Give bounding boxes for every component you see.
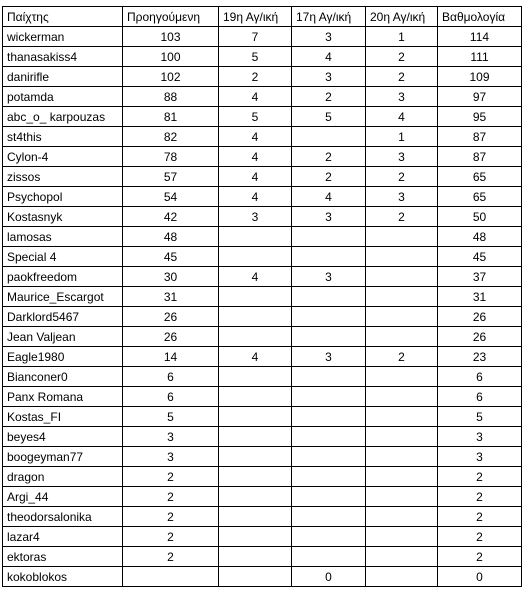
- total-cell[interactable]: 87: [438, 147, 522, 167]
- round-17-cell[interactable]: [292, 447, 366, 467]
- player-name-cell[interactable]: Kostas_FI: [3, 407, 123, 427]
- previous-cell[interactable]: 3: [123, 427, 219, 447]
- player-name-cell[interactable]: beyes4: [3, 427, 123, 447]
- table-row: [3, 547, 522, 567]
- previous-cell[interactable]: 45: [123, 247, 219, 267]
- round-20-cell[interactable]: [366, 307, 438, 327]
- round-17-cell[interactable]: 3: [292, 267, 366, 287]
- round-19-cell[interactable]: 4: [219, 147, 292, 167]
- total-cell[interactable]: 2: [438, 487, 522, 507]
- table-row: [3, 267, 522, 287]
- previous-cell[interactable]: 82: [123, 127, 219, 147]
- round-19-cell[interactable]: [219, 447, 292, 467]
- round-19-cell[interactable]: [219, 547, 292, 567]
- round-19-cell[interactable]: 2: [219, 67, 292, 87]
- player-name-cell[interactable]: paokfreedom: [3, 267, 123, 287]
- round-17-cell[interactable]: [292, 247, 366, 267]
- player-name-cell[interactable]: Argi_44: [3, 487, 123, 507]
- player-name-cell[interactable]: kokoblokos: [3, 567, 123, 587]
- table-row: [3, 367, 522, 387]
- round-17-cell[interactable]: [292, 507, 366, 527]
- round-19-cell[interactable]: [219, 507, 292, 527]
- round-20-cell[interactable]: 2: [366, 207, 438, 227]
- total-cell[interactable]: 114: [438, 27, 522, 47]
- table-row: [3, 407, 522, 427]
- header-round-20[interactable]: 20η Αγ/ική: [366, 7, 438, 27]
- round-19-cell[interactable]: [219, 487, 292, 507]
- round-19-cell[interactable]: [219, 407, 292, 427]
- table-row: [3, 287, 522, 307]
- previous-cell[interactable]: 57: [123, 167, 219, 187]
- table-row: [3, 127, 522, 147]
- round-19-cell[interactable]: 4: [219, 167, 292, 187]
- player-name-cell[interactable]: Bianconer0: [3, 367, 123, 387]
- table-row: [3, 167, 522, 187]
- round-19-cell[interactable]: 4: [219, 187, 292, 207]
- player-name-cell[interactable]: Special 4: [3, 247, 123, 267]
- previous-cell[interactable]: 2: [123, 527, 219, 547]
- total-cell[interactable]: 2: [438, 527, 522, 547]
- round-20-cell[interactable]: [366, 427, 438, 447]
- table-row: [3, 27, 522, 47]
- player-name-cell[interactable]: boogeyman77: [3, 447, 123, 467]
- round-17-cell[interactable]: [292, 127, 366, 147]
- round-20-cell[interactable]: [366, 407, 438, 427]
- total-cell[interactable]: 2: [438, 547, 522, 567]
- previous-cell[interactable]: 26: [123, 327, 219, 347]
- round-20-cell[interactable]: 2: [366, 47, 438, 67]
- round-17-cell[interactable]: [292, 367, 366, 387]
- round-17-cell[interactable]: 2: [292, 147, 366, 167]
- total-cell[interactable]: 87: [438, 127, 522, 147]
- previous-cell[interactable]: 78: [123, 147, 219, 167]
- round-19-cell[interactable]: 4: [219, 87, 292, 107]
- previous-cell[interactable]: 31: [123, 287, 219, 307]
- total-cell[interactable]: 50: [438, 207, 522, 227]
- player-name-cell[interactable]: potamda: [3, 87, 123, 107]
- total-cell[interactable]: 37: [438, 267, 522, 287]
- round-17-cell[interactable]: [292, 307, 366, 327]
- round-17-cell[interactable]: [292, 487, 366, 507]
- round-20-cell[interactable]: [366, 467, 438, 487]
- round-19-cell[interactable]: 7: [219, 27, 292, 47]
- table-row: [3, 147, 522, 167]
- total-cell[interactable]: 31: [438, 287, 522, 307]
- total-cell[interactable]: 6: [438, 387, 522, 407]
- round-20-cell[interactable]: [366, 507, 438, 527]
- table-header: [3, 7, 522, 27]
- table-row: [3, 387, 522, 407]
- previous-cell[interactable]: 14: [123, 347, 219, 367]
- round-20-cell[interactable]: [366, 267, 438, 287]
- round-20-cell[interactable]: [366, 547, 438, 567]
- previous-cell[interactable]: 2: [123, 547, 219, 567]
- table-row: [3, 527, 522, 547]
- previous-cell[interactable]: 48: [123, 227, 219, 247]
- standings-table: [2, 6, 522, 587]
- table-row: [3, 87, 522, 107]
- header-player[interactable]: Παίχτης: [3, 7, 123, 27]
- round-17-cell[interactable]: [292, 527, 366, 547]
- round-17-cell[interactable]: 4: [292, 187, 366, 207]
- player-name-cell[interactable]: abc_o_ karpouzas: [3, 107, 123, 127]
- round-19-cell[interactable]: 4: [219, 267, 292, 287]
- previous-cell[interactable]: 6: [123, 387, 219, 407]
- previous-cell[interactable]: 3: [123, 447, 219, 467]
- round-19-cell[interactable]: [219, 567, 292, 587]
- round-17-cell[interactable]: 3: [292, 27, 366, 47]
- table-row: [3, 207, 522, 227]
- previous-cell[interactable]: 54: [123, 187, 219, 207]
- previous-cell[interactable]: 26: [123, 307, 219, 327]
- table-row: [3, 447, 522, 467]
- round-17-cell[interactable]: [292, 327, 366, 347]
- total-cell[interactable]: 65: [438, 187, 522, 207]
- table-row: [3, 507, 522, 527]
- previous-cell[interactable]: 30: [123, 267, 219, 287]
- table-row: [3, 227, 522, 247]
- previous-cell[interactable]: 2: [123, 507, 219, 527]
- player-name-cell[interactable]: Cylon-4: [3, 147, 123, 167]
- round-17-cell[interactable]: 4: [292, 47, 366, 67]
- table-row: [3, 487, 522, 507]
- total-cell[interactable]: 65: [438, 167, 522, 187]
- player-name-cell[interactable]: Psychopol: [3, 187, 123, 207]
- player-name-cell[interactable]: dragon: [3, 467, 123, 487]
- player-name-cell[interactable]: Kostasnyk: [3, 207, 123, 227]
- table-row: [3, 347, 522, 367]
- round-17-cell[interactable]: 2: [292, 167, 366, 187]
- total-cell[interactable]: 26: [438, 327, 522, 347]
- round-20-cell[interactable]: [366, 447, 438, 467]
- table-row: [3, 567, 522, 587]
- round-19-cell[interactable]: [219, 387, 292, 407]
- round-17-cell[interactable]: [292, 387, 366, 407]
- round-20-cell[interactable]: [366, 247, 438, 267]
- header-round-17[interactable]: 17η Αγ/ική: [292, 7, 366, 27]
- total-cell[interactable]: 3: [438, 427, 522, 447]
- round-20-cell[interactable]: 3: [366, 187, 438, 207]
- table-row: [3, 307, 522, 327]
- player-name-cell[interactable]: Maurice_Escargot: [3, 287, 123, 307]
- round-19-cell[interactable]: [219, 247, 292, 267]
- round-19-cell[interactable]: 5: [219, 47, 292, 67]
- player-name-cell[interactable]: Eagle1980: [3, 347, 123, 367]
- total-cell[interactable]: 6: [438, 367, 522, 387]
- player-name-cell[interactable]: Darklord5467: [3, 307, 123, 327]
- round-19-cell[interactable]: [219, 227, 292, 247]
- round-20-cell[interactable]: 2: [366, 347, 438, 367]
- round-20-cell[interactable]: [366, 327, 438, 347]
- round-20-cell[interactable]: 1: [366, 127, 438, 147]
- player-name-cell[interactable]: Jean Valjean: [3, 327, 123, 347]
- total-cell[interactable]: 97: [438, 87, 522, 107]
- round-19-cell[interactable]: [219, 527, 292, 547]
- round-19-cell[interactable]: 3: [219, 207, 292, 227]
- previous-cell[interactable]: 100: [123, 47, 219, 67]
- previous-cell[interactable]: 2: [123, 467, 219, 487]
- total-cell[interactable]: 0: [438, 567, 522, 587]
- round-19-cell[interactable]: 4: [219, 347, 292, 367]
- round-20-cell[interactable]: 4: [366, 107, 438, 127]
- round-19-cell[interactable]: [219, 327, 292, 347]
- table-row: [3, 187, 522, 207]
- round-17-cell[interactable]: 3: [292, 347, 366, 367]
- round-19-cell[interactable]: 5: [219, 107, 292, 127]
- round-17-cell[interactable]: 0: [292, 567, 366, 587]
- total-cell[interactable]: 109: [438, 67, 522, 87]
- round-20-cell[interactable]: 3: [366, 87, 438, 107]
- table-body: [3, 27, 522, 587]
- total-cell[interactable]: 48: [438, 227, 522, 247]
- round-19-cell[interactable]: [219, 287, 292, 307]
- previous-cell[interactable]: 81: [123, 107, 219, 127]
- player-name-cell[interactable]: Panx Romana: [3, 387, 123, 407]
- total-cell[interactable]: 95: [438, 107, 522, 127]
- player-name-cell[interactable]: danirifle: [3, 67, 123, 87]
- player-name-cell[interactable]: theodorsalonika: [3, 507, 123, 527]
- round-17-cell[interactable]: [292, 407, 366, 427]
- table-row: [3, 247, 522, 267]
- player-name-cell[interactable]: lazar4: [3, 527, 123, 547]
- round-20-cell[interactable]: [366, 487, 438, 507]
- total-cell[interactable]: 2: [438, 467, 522, 487]
- table-row: [3, 467, 522, 487]
- round-20-cell[interactable]: 2: [366, 167, 438, 187]
- previous-cell[interactable]: 88: [123, 87, 219, 107]
- previous-cell[interactable]: [123, 567, 219, 587]
- header-previous[interactable]: Προηγούμενη: [123, 7, 219, 27]
- round-20-cell[interactable]: 3: [366, 147, 438, 167]
- player-name-cell[interactable]: lamosas: [3, 227, 123, 247]
- round-20-cell[interactable]: [366, 367, 438, 387]
- table-row: [3, 47, 522, 67]
- round-17-cell[interactable]: [292, 547, 366, 567]
- round-17-cell[interactable]: [292, 287, 366, 307]
- total-cell[interactable]: 23: [438, 347, 522, 367]
- previous-cell[interactable]: 2: [123, 487, 219, 507]
- round-17-cell[interactable]: 3: [292, 67, 366, 87]
- round-17-cell[interactable]: 3: [292, 207, 366, 227]
- round-19-cell[interactable]: [219, 307, 292, 327]
- total-cell[interactable]: 26: [438, 307, 522, 327]
- total-cell[interactable]: 45: [438, 247, 522, 267]
- round-20-cell[interactable]: [366, 287, 438, 307]
- round-20-cell[interactable]: [366, 527, 438, 547]
- previous-cell[interactable]: 42: [123, 207, 219, 227]
- round-20-cell[interactable]: [366, 567, 438, 587]
- round-20-cell[interactable]: 1: [366, 27, 438, 47]
- round-20-cell[interactable]: 2: [366, 67, 438, 87]
- player-name-cell[interactable]: st4this: [3, 127, 123, 147]
- round-20-cell[interactable]: [366, 227, 438, 247]
- table-row: [3, 327, 522, 347]
- player-name-cell[interactable]: zissos: [3, 167, 123, 187]
- total-cell[interactable]: 2: [438, 507, 522, 527]
- round-17-cell[interactable]: [292, 467, 366, 487]
- round-19-cell[interactable]: [219, 367, 292, 387]
- table-row: [3, 427, 522, 447]
- previous-cell[interactable]: 102: [123, 67, 219, 87]
- round-17-cell[interactable]: 2: [292, 87, 366, 107]
- round-17-cell[interactable]: 5: [292, 107, 366, 127]
- table-row: [3, 107, 522, 127]
- round-17-cell[interactable]: [292, 227, 366, 247]
- previous-cell[interactable]: 5: [123, 407, 219, 427]
- round-17-cell[interactable]: [292, 427, 366, 447]
- round-19-cell[interactable]: 4: [219, 127, 292, 147]
- previous-cell[interactable]: 6: [123, 367, 219, 387]
- total-cell[interactable]: 111: [438, 47, 522, 67]
- header-row: [3, 7, 522, 27]
- round-19-cell[interactable]: [219, 427, 292, 447]
- round-20-cell[interactable]: [366, 387, 438, 407]
- player-name-cell[interactable]: ektoras: [3, 547, 123, 567]
- player-name-cell[interactable]: wickerman: [3, 27, 123, 47]
- player-name-cell[interactable]: thanasakiss4: [3, 47, 123, 67]
- round-19-cell[interactable]: [219, 467, 292, 487]
- header-round-19[interactable]: 19η Αγ/ική: [219, 7, 292, 27]
- total-cell[interactable]: 3: [438, 447, 522, 467]
- table-row: [3, 67, 522, 87]
- header-total[interactable]: Βαθμολογία: [438, 7, 522, 27]
- previous-cell[interactable]: 103: [123, 27, 219, 47]
- total-cell[interactable]: 5: [438, 407, 522, 427]
